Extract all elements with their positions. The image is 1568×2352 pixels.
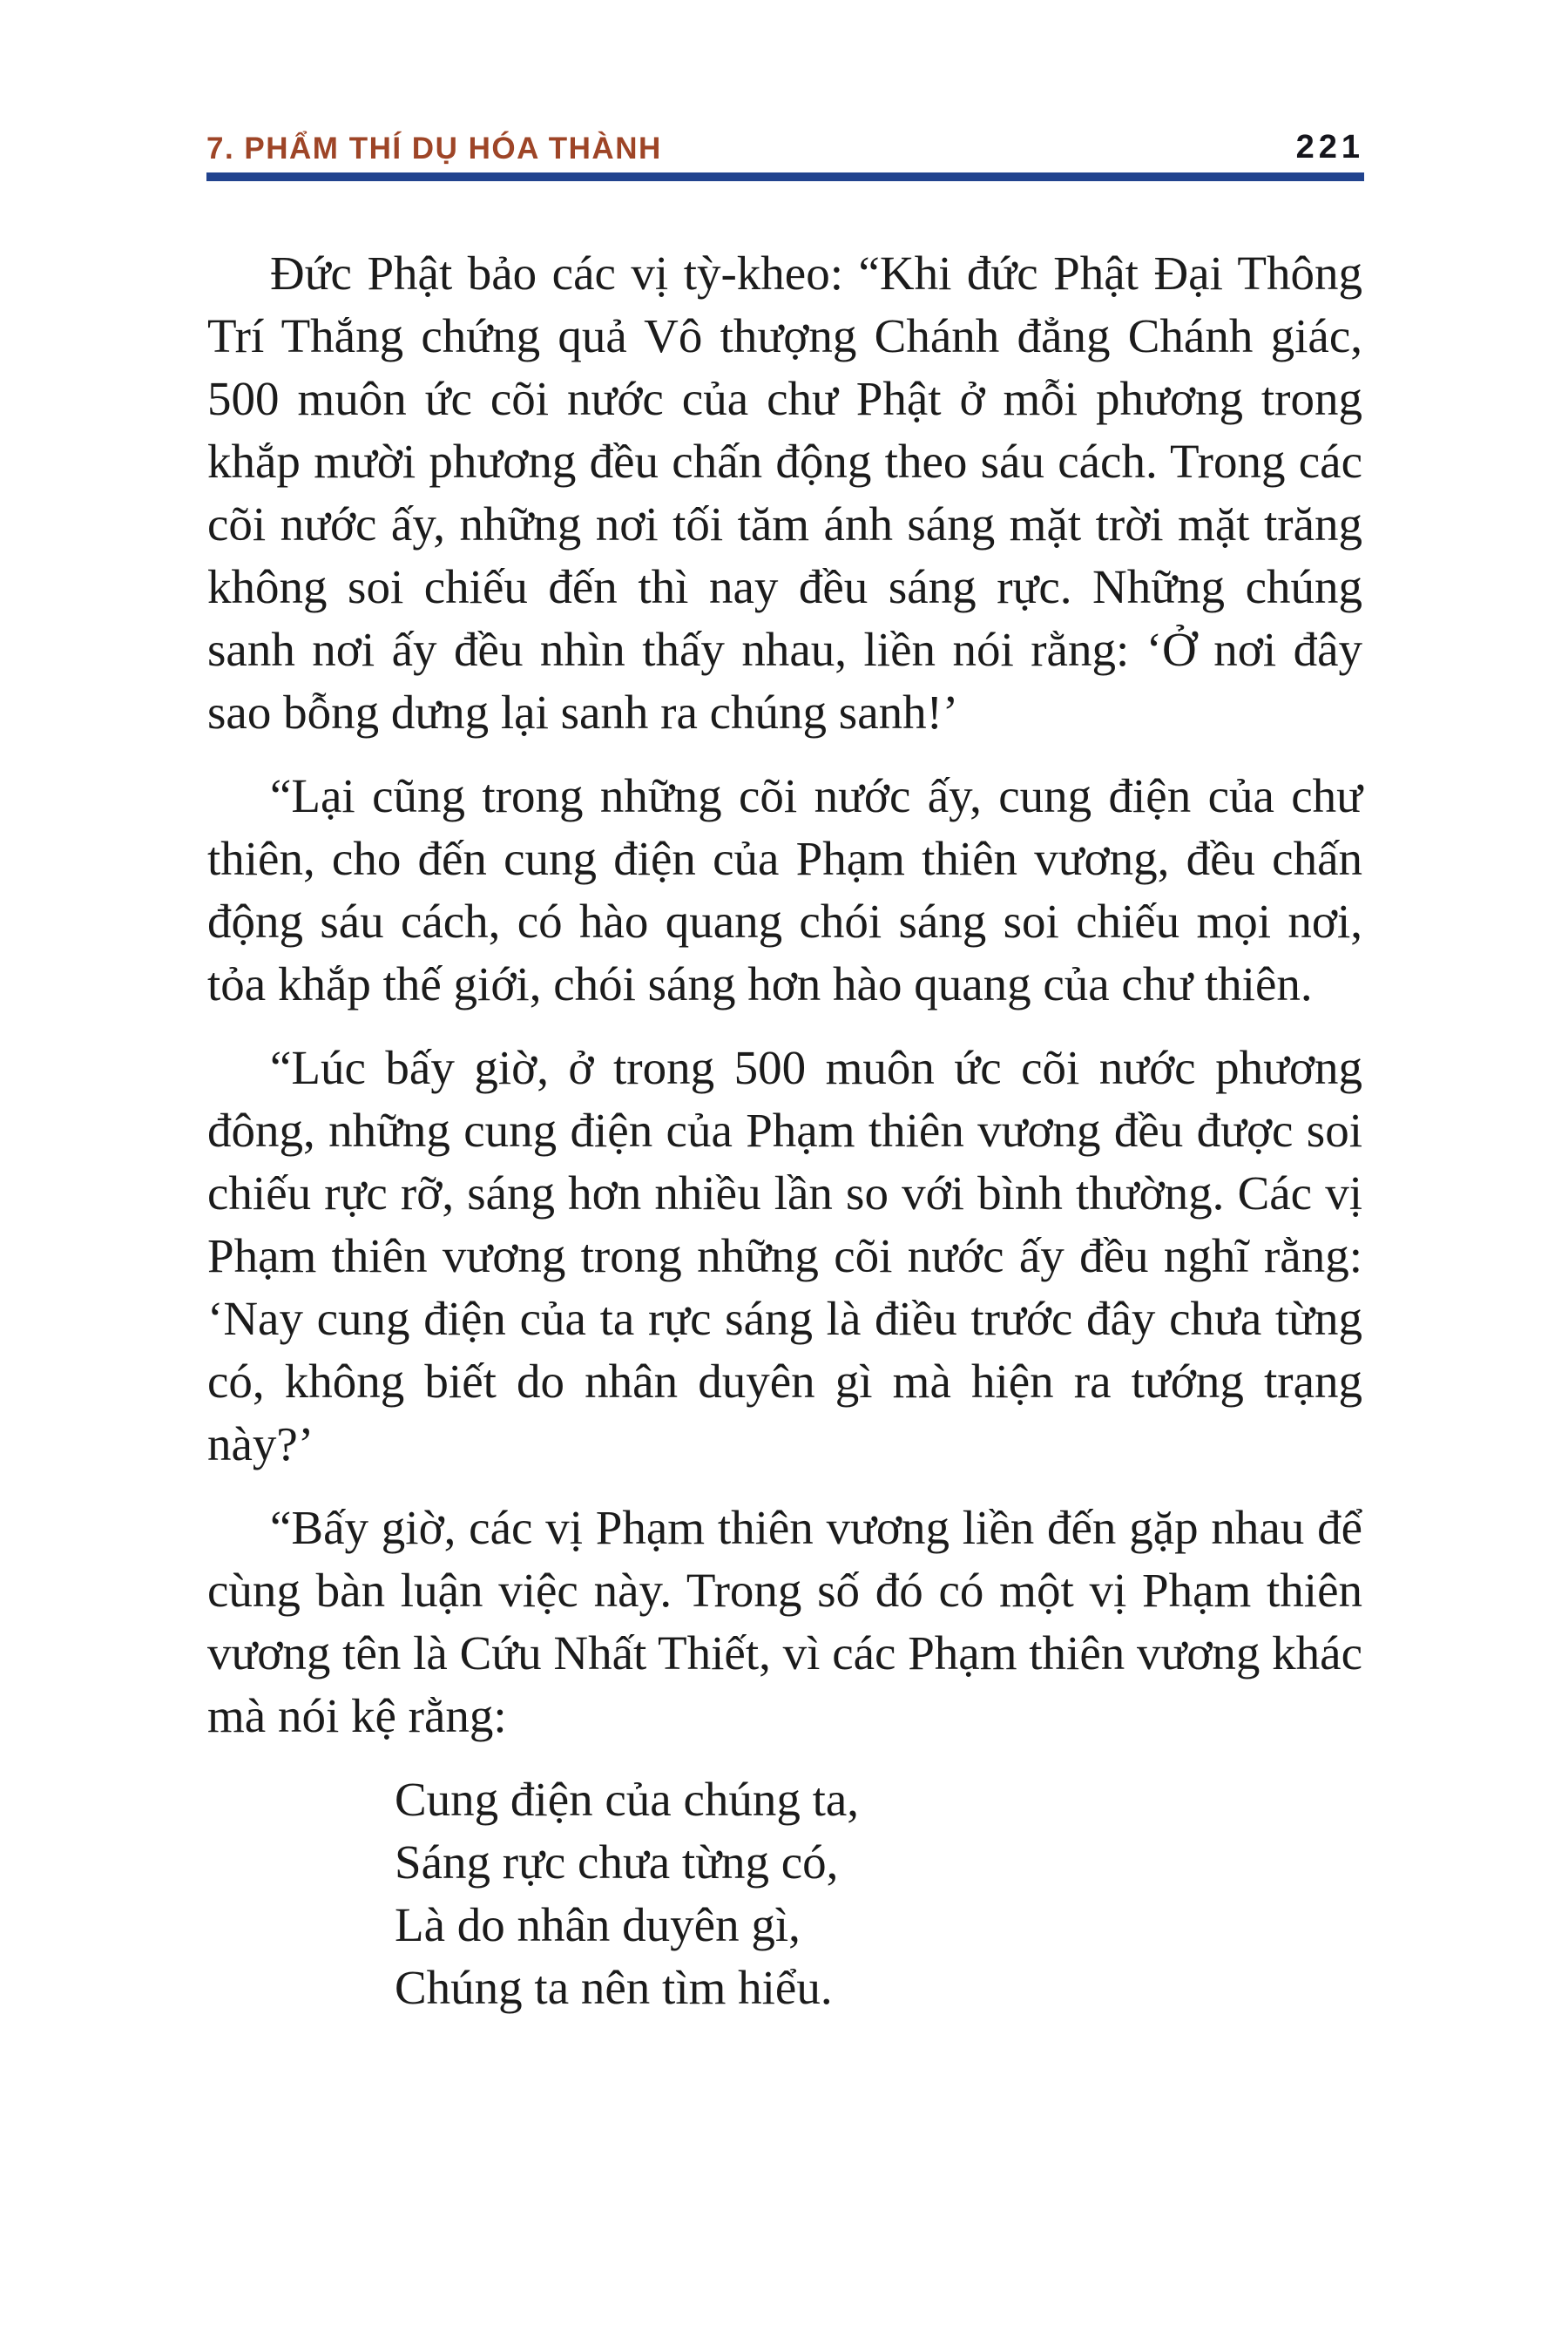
page-number: 221 bbox=[1295, 129, 1364, 166]
verse-line-2: Sáng rực chưa từng có, bbox=[395, 1835, 839, 1889]
verse-line-3: Là do nhân duyên gì, bbox=[395, 1898, 801, 1951]
verse-line-4: Chúng ta nên tìm hiểu. bbox=[395, 1961, 833, 2014]
chapter-title: 7. PHẨM THÍ DỤ HÓA THÀNH bbox=[206, 132, 662, 166]
paragraph-2: “Lại cũng trong những cõi nước ấy, cung điện của chư thiên, cho đến cung điện của Phạm thiên vương, đều chấn động sáu cách, có hào quang chói sáng soi chiếu mọi nơi, tỏa khắp thế giới, chói sáng hơn hào quang của chư thiên. bbox=[207, 769, 1362, 1010]
verse-line-1: Cung điện của chúng ta, bbox=[395, 1773, 860, 1826]
paragraph-1: Đức Phật bảo các vị tỳ-kheo: “Khi đức Phật Đại Thông Trí Thắng chứng quả Vô thượng Chánh đẳng Chánh giác, 500 muôn ức cõi nước của chư Phật ở mỗi phương trong khắp mười phương đều chấn động theo sáu cách. Trong các cõi nước ấy, những nơi tối tăm ánh sáng mặt trời mặt trăng không soi chiếu đến thì nay đều sáng rực. Những chúng sanh nơi ấy đều nhìn thấy nhau, liền nói rằng: ‘Ở nơi đây sao bỗng dưng lại sanh ra chúng sanh!’ bbox=[207, 247, 1362, 739]
paragraph-4: “Bấy giờ, các vị Phạm thiên vương liền đến gặp nhau để cùng bàn luận việc này. Trong số đó có một vị Phạm thiên vương tên là Cứu Nhất Thiết, vì các Phạm thiên vương khác mà nói kệ rằng: bbox=[207, 1501, 1362, 1742]
text-body bbox=[207, 242, 1362, 2019]
header-rule bbox=[206, 172, 1364, 181]
paragraph-3: “Lúc bấy giờ, ở trong 500 muôn ức cõi nước phương đông, những cung điện của Phạm thiên vương đều được soi chiếu rực rỡ, sáng hơn nhiều lần so với bình thường. Các vị Phạm thiên vương trong những cõi nước ấy đều nghĩ rằng: ‘Nay cung điện của ta rực sáng là điều trước đây chưa từng có, không biết do nhân duyên gì mà hiện ra tướng trạng này?’ bbox=[207, 1041, 1362, 1470]
page-header bbox=[206, 129, 1364, 166]
verse-block bbox=[395, 1768, 1362, 2019]
